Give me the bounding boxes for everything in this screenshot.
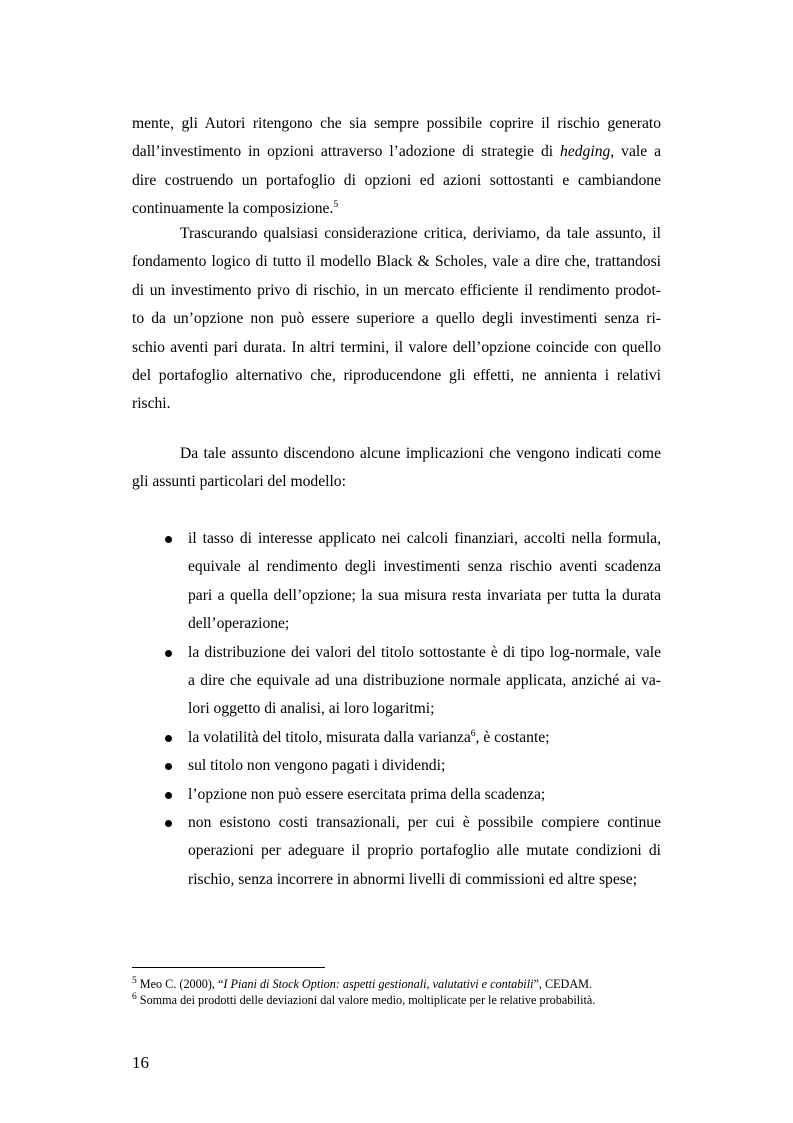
footnote-title: I Piani di Stock Option: aspetti gestionali, valutativi e contabili xyxy=(223,977,534,991)
text-line: schio aventi pari durata. In altri termini, il valore dell’opzione coincide con quello xyxy=(132,338,661,356)
footnote-text: ”, CEDAM. xyxy=(533,977,593,991)
text-line xyxy=(132,138,661,166)
text-span: , vale a xyxy=(610,143,661,161)
bullet-icon xyxy=(164,639,174,667)
list-item xyxy=(132,752,661,780)
footnote-divider xyxy=(132,967,325,968)
list-item xyxy=(132,809,661,894)
assumptions-list xyxy=(132,525,661,894)
list-item xyxy=(132,639,661,724)
bullet-icon xyxy=(164,809,174,837)
text-line: di un investimento privo di rischio, in un mercato efficiente il rendimento prodot- xyxy=(132,281,661,299)
footnote-text: Somma dei prodotti delle deviazioni dal valore medio, moltiplicate per le relative probabilità. xyxy=(136,993,596,1007)
bullet-icon xyxy=(164,724,174,752)
text-span: continuamente la composizione. xyxy=(132,200,334,218)
text-line: rischio, senza incorrere in abnormi livelli di commissioni ed altre spese; xyxy=(188,870,638,888)
paragraph-implications xyxy=(132,440,661,497)
paragraph-black-scholes xyxy=(132,220,661,419)
text-line: l’opzione non può essere esercitata prima della scadenza; xyxy=(188,785,546,803)
text-line: dire costruendo un portafoglio di opzioni ed azioni sottostanti e cambiandone xyxy=(132,171,661,189)
footnote-mark: 5 xyxy=(132,975,137,986)
text-line: operazioni per adeguare il proprio portafoglio alle mutate condizioni di xyxy=(188,842,661,860)
text-line: equivale al rendimento degli investimenti senza rischio aventi scadenza xyxy=(188,558,661,576)
list-item xyxy=(132,724,661,752)
text-line: mente, gli Autori ritengono che sia sempre possibile coprire il rischio generato xyxy=(132,115,661,132)
text-line: lori oggetto di analisi, ai loro logaritmi; xyxy=(188,700,435,718)
page-number: 16 xyxy=(132,1053,149,1072)
list-item xyxy=(132,525,661,639)
text-line: Da tale assunto discendono alcune implicazioni che vengono indicati come xyxy=(180,445,661,462)
text-line: to da un’opzione non può essere superiore a quello degli investimenti senza ri- xyxy=(132,310,661,328)
footnote-6 xyxy=(132,993,692,1008)
text-line xyxy=(188,724,661,752)
bullet-icon xyxy=(164,781,174,809)
paragraph-continuation xyxy=(132,110,661,224)
footnote-text: Meo C. (2000), “ xyxy=(136,977,224,991)
footnote-ref: 5 xyxy=(333,199,339,210)
text-line: sul titolo non vengono pagati i dividendi; xyxy=(188,757,446,775)
text-line: Trascurando qualsiasi considerazione critica, deriviamo, da tale assunto, il xyxy=(180,225,661,242)
text-line: la distribuzione dei valori del titolo sottostante è di tipo log-normale, vale xyxy=(188,643,661,661)
italic-term: hedging xyxy=(560,143,611,161)
bullet-icon xyxy=(164,752,174,780)
text-line: fondamento logico di tutto il modello Black & Scholes, vale a dire che, trattandosi xyxy=(132,253,661,271)
footnote-ref: 6 xyxy=(470,728,476,739)
text-span: dall’investimento in opzioni attraverso l’adozione di strategie di xyxy=(132,143,561,161)
text-line: a dire che equivale ad una distribuzione normale applicata, anziché ai va- xyxy=(188,671,661,689)
text-line: del portafoglio alternativo che, riproducendone gli effetti, ne annienta i relativi xyxy=(132,366,661,384)
text-line: il tasso di interesse applicato nei calcoli finanziari, accolti nella formula, xyxy=(188,530,661,547)
footnote-mark: 6 xyxy=(132,991,137,1002)
list-item xyxy=(132,781,661,809)
text-line: gli assunti particolari del modello: xyxy=(132,473,346,491)
text-span: la volatilità del titolo, misurata dalla varianza xyxy=(188,728,471,746)
text-line: dell’operazione; xyxy=(188,615,290,633)
bullet-icon xyxy=(164,525,174,553)
text-line: pari a quella dell’opzione; la sua misura resta invariata per tutta la durata xyxy=(188,586,661,604)
text-line: non esistono costi transazionali, per cui è possibile compiere continue xyxy=(188,813,661,831)
text-span: , è costante; xyxy=(475,728,550,746)
footnote-5 xyxy=(132,977,692,992)
text-line: rischi. xyxy=(132,395,171,413)
